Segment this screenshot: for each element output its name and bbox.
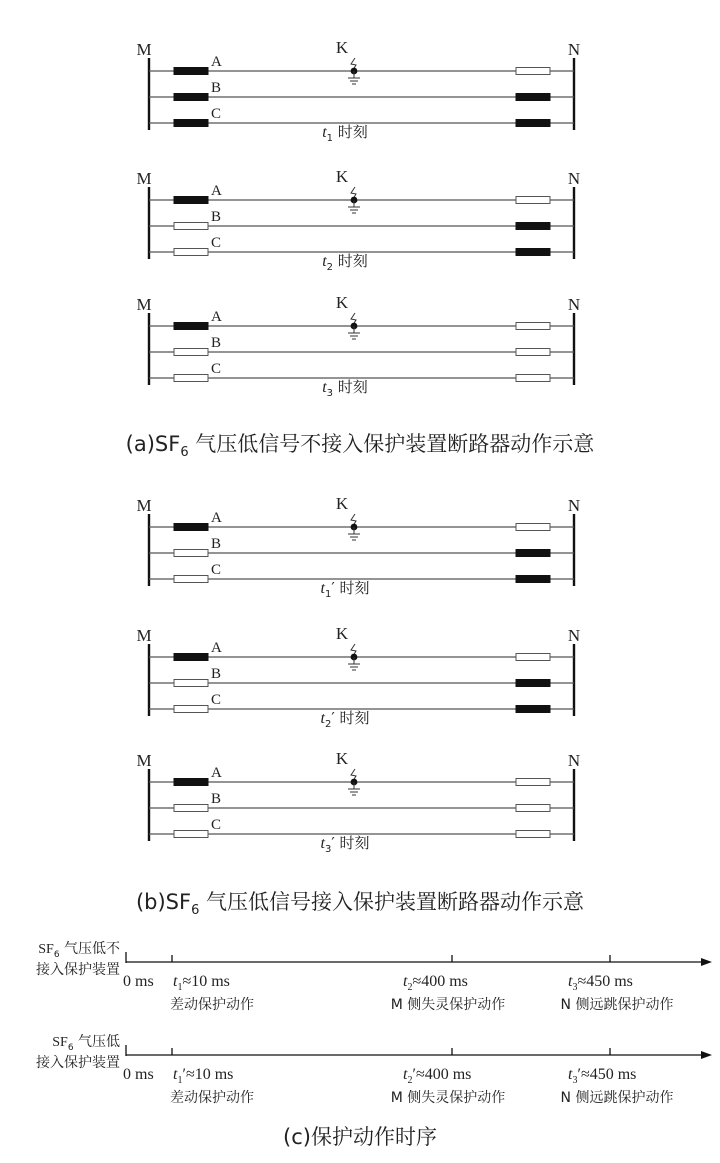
breaker-m-a (174, 197, 208, 204)
phase-label: B (211, 209, 222, 225)
breaker-n-b (516, 94, 550, 101)
phase-label: A (211, 765, 222, 781)
arrow-right-icon (701, 1051, 712, 1059)
bus-m-label: M (136, 751, 152, 770)
breaker-n-b (516, 680, 550, 687)
phase-label: B (211, 80, 222, 96)
phase-label: C (211, 106, 222, 122)
timeline-row-label-2: 接入保护装置 (36, 962, 120, 978)
phase-label: C (211, 235, 222, 251)
time-instant-label: $t_1'$ 时刻 (320, 579, 370, 600)
timeline-row-label-2: 接入保护装置 (36, 1055, 120, 1071)
fault-point-label: K (335, 38, 349, 57)
breaker-n-c (516, 375, 550, 382)
timeline-row-label: $SF_6$ 气压低 (52, 1034, 120, 1053)
timeline-row-label: $SF_6$ 气压低不 (38, 941, 120, 960)
bus-m-label: M (136, 295, 152, 314)
breaker-n-a (516, 779, 550, 786)
fault-point-label: K (335, 749, 349, 768)
phase-label: A (211, 640, 222, 656)
breaker-n-b (516, 349, 550, 356)
bus-m-label: M (136, 626, 152, 645)
phase-label: B (211, 536, 222, 552)
breaker-m-b (174, 550, 208, 557)
timeline-event-time: $t_1'\approx 10$ ms (173, 1066, 234, 1086)
bus-n-label: N (567, 496, 581, 515)
breaker-n-c (516, 706, 550, 713)
timeline-event-desc: 差动保护动作 (170, 997, 254, 1013)
phase-label: C (211, 361, 222, 377)
breaker-m-b (174, 680, 208, 687)
timeline-event-time: $t_1\approx 10$ ms (173, 973, 230, 993)
breaker-m-b (174, 805, 208, 812)
breaker-m-a (174, 524, 208, 531)
timeline-event-time: $t_2'\approx 400$ ms (403, 1066, 472, 1086)
line-panel-a-1 (136, 38, 580, 144)
breaker-n-c (516, 120, 550, 127)
phase-label: B (211, 335, 222, 351)
arrow-right-icon (701, 958, 712, 966)
breaker-n-b (516, 223, 550, 230)
breaker-m-c (174, 831, 208, 838)
line-panel-b-2 (136, 624, 580, 730)
timeline-event-desc: N 侧远跳保护动作 (560, 1090, 674, 1106)
breaker-n-a (516, 197, 550, 204)
breaker-m-c (174, 249, 208, 256)
timeline-event-desc: M 侧失灵保护动作 (390, 997, 506, 1013)
time-instant-label: $t_2'$ 时刻 (320, 709, 370, 730)
timeline-origin-label: 0 ms (123, 973, 154, 990)
timeline-row-1 (36, 941, 712, 1013)
fault-point-label: K (335, 624, 349, 643)
breaker-m-a (174, 68, 208, 75)
breaker-m-c (174, 576, 208, 583)
line-panel-a-2 (136, 167, 580, 273)
bus-m-label: M (136, 169, 152, 188)
breaker-m-b (174, 349, 208, 356)
phase-label: A (211, 510, 222, 526)
breaker-n-b (516, 805, 550, 812)
phase-label: C (211, 562, 222, 578)
breaker-n-a (516, 524, 550, 531)
breaker-m-b (174, 94, 208, 101)
breaker-n-a (516, 654, 550, 661)
line-panel-a-3 (136, 293, 580, 399)
breaker-n-b (516, 550, 550, 557)
breaker-m-b (174, 223, 208, 230)
timeline-event-desc: 差动保护动作 (170, 1090, 254, 1106)
timeline-origin-label: 0 ms (123, 1066, 154, 1083)
bus-n-label: N (567, 751, 581, 770)
time-instant-label: $t_3$ 时刻 (322, 378, 368, 399)
line-panel-b-3 (136, 749, 580, 855)
fault-point-label: K (335, 494, 349, 513)
time-instant-label: $t_2$ 时刻 (322, 252, 368, 273)
bus-m-label: M (136, 40, 152, 59)
breaker-n-a (516, 68, 550, 75)
bus-m-label: M (136, 496, 152, 515)
breaker-n-c (516, 249, 550, 256)
timeline-event-time: $t_3'\approx 450$ ms (568, 1066, 637, 1086)
breaker-n-c (516, 831, 550, 838)
timeline-event-desc: M 侧失灵保护动作 (390, 1090, 506, 1106)
phase-label: A (211, 309, 222, 325)
time-instant-label: $t_3'$ 时刻 (320, 834, 370, 855)
breaker-m-c (174, 706, 208, 713)
breaker-m-a (174, 779, 208, 786)
phase-label: A (211, 183, 222, 199)
timeline-row-2 (36, 1034, 712, 1106)
caption-a: $(a)SF_6$ 气压低信号不接入保护装置断路器动作示意 (125, 432, 595, 460)
phase-label: C (211, 817, 222, 833)
caption-b: $(b)SF_6$ 气压低信号接入保护装置断路器动作示意 (135, 890, 585, 918)
breaker-m-c (174, 375, 208, 382)
phase-label: B (211, 791, 222, 807)
caption-c: (c)保护动作时序 (283, 1125, 437, 1149)
fault-point-label: K (335, 293, 349, 312)
breaker-n-c (516, 576, 550, 583)
phase-label: B (211, 666, 222, 682)
timeline-event-time: $t_3\approx 450$ ms (568, 973, 633, 993)
bus-n-label: N (567, 626, 581, 645)
fault-point-label: K (335, 167, 349, 186)
bus-n-label: N (567, 295, 581, 314)
phase-label: A (211, 54, 222, 70)
timeline-event-time: $t_2\approx 400$ ms (403, 973, 468, 993)
breaker-m-a (174, 323, 208, 330)
breaker-m-a (174, 654, 208, 661)
bus-n-label: N (567, 169, 581, 188)
bus-n-label: N (567, 40, 581, 59)
time-instant-label: $t_1$ 时刻 (322, 123, 368, 144)
breaker-m-c (174, 120, 208, 127)
breaker-n-a (516, 323, 550, 330)
phase-label: C (211, 692, 222, 708)
line-panel-b-1 (136, 494, 580, 600)
timeline-event-desc: N 侧远跳保护动作 (560, 997, 674, 1013)
